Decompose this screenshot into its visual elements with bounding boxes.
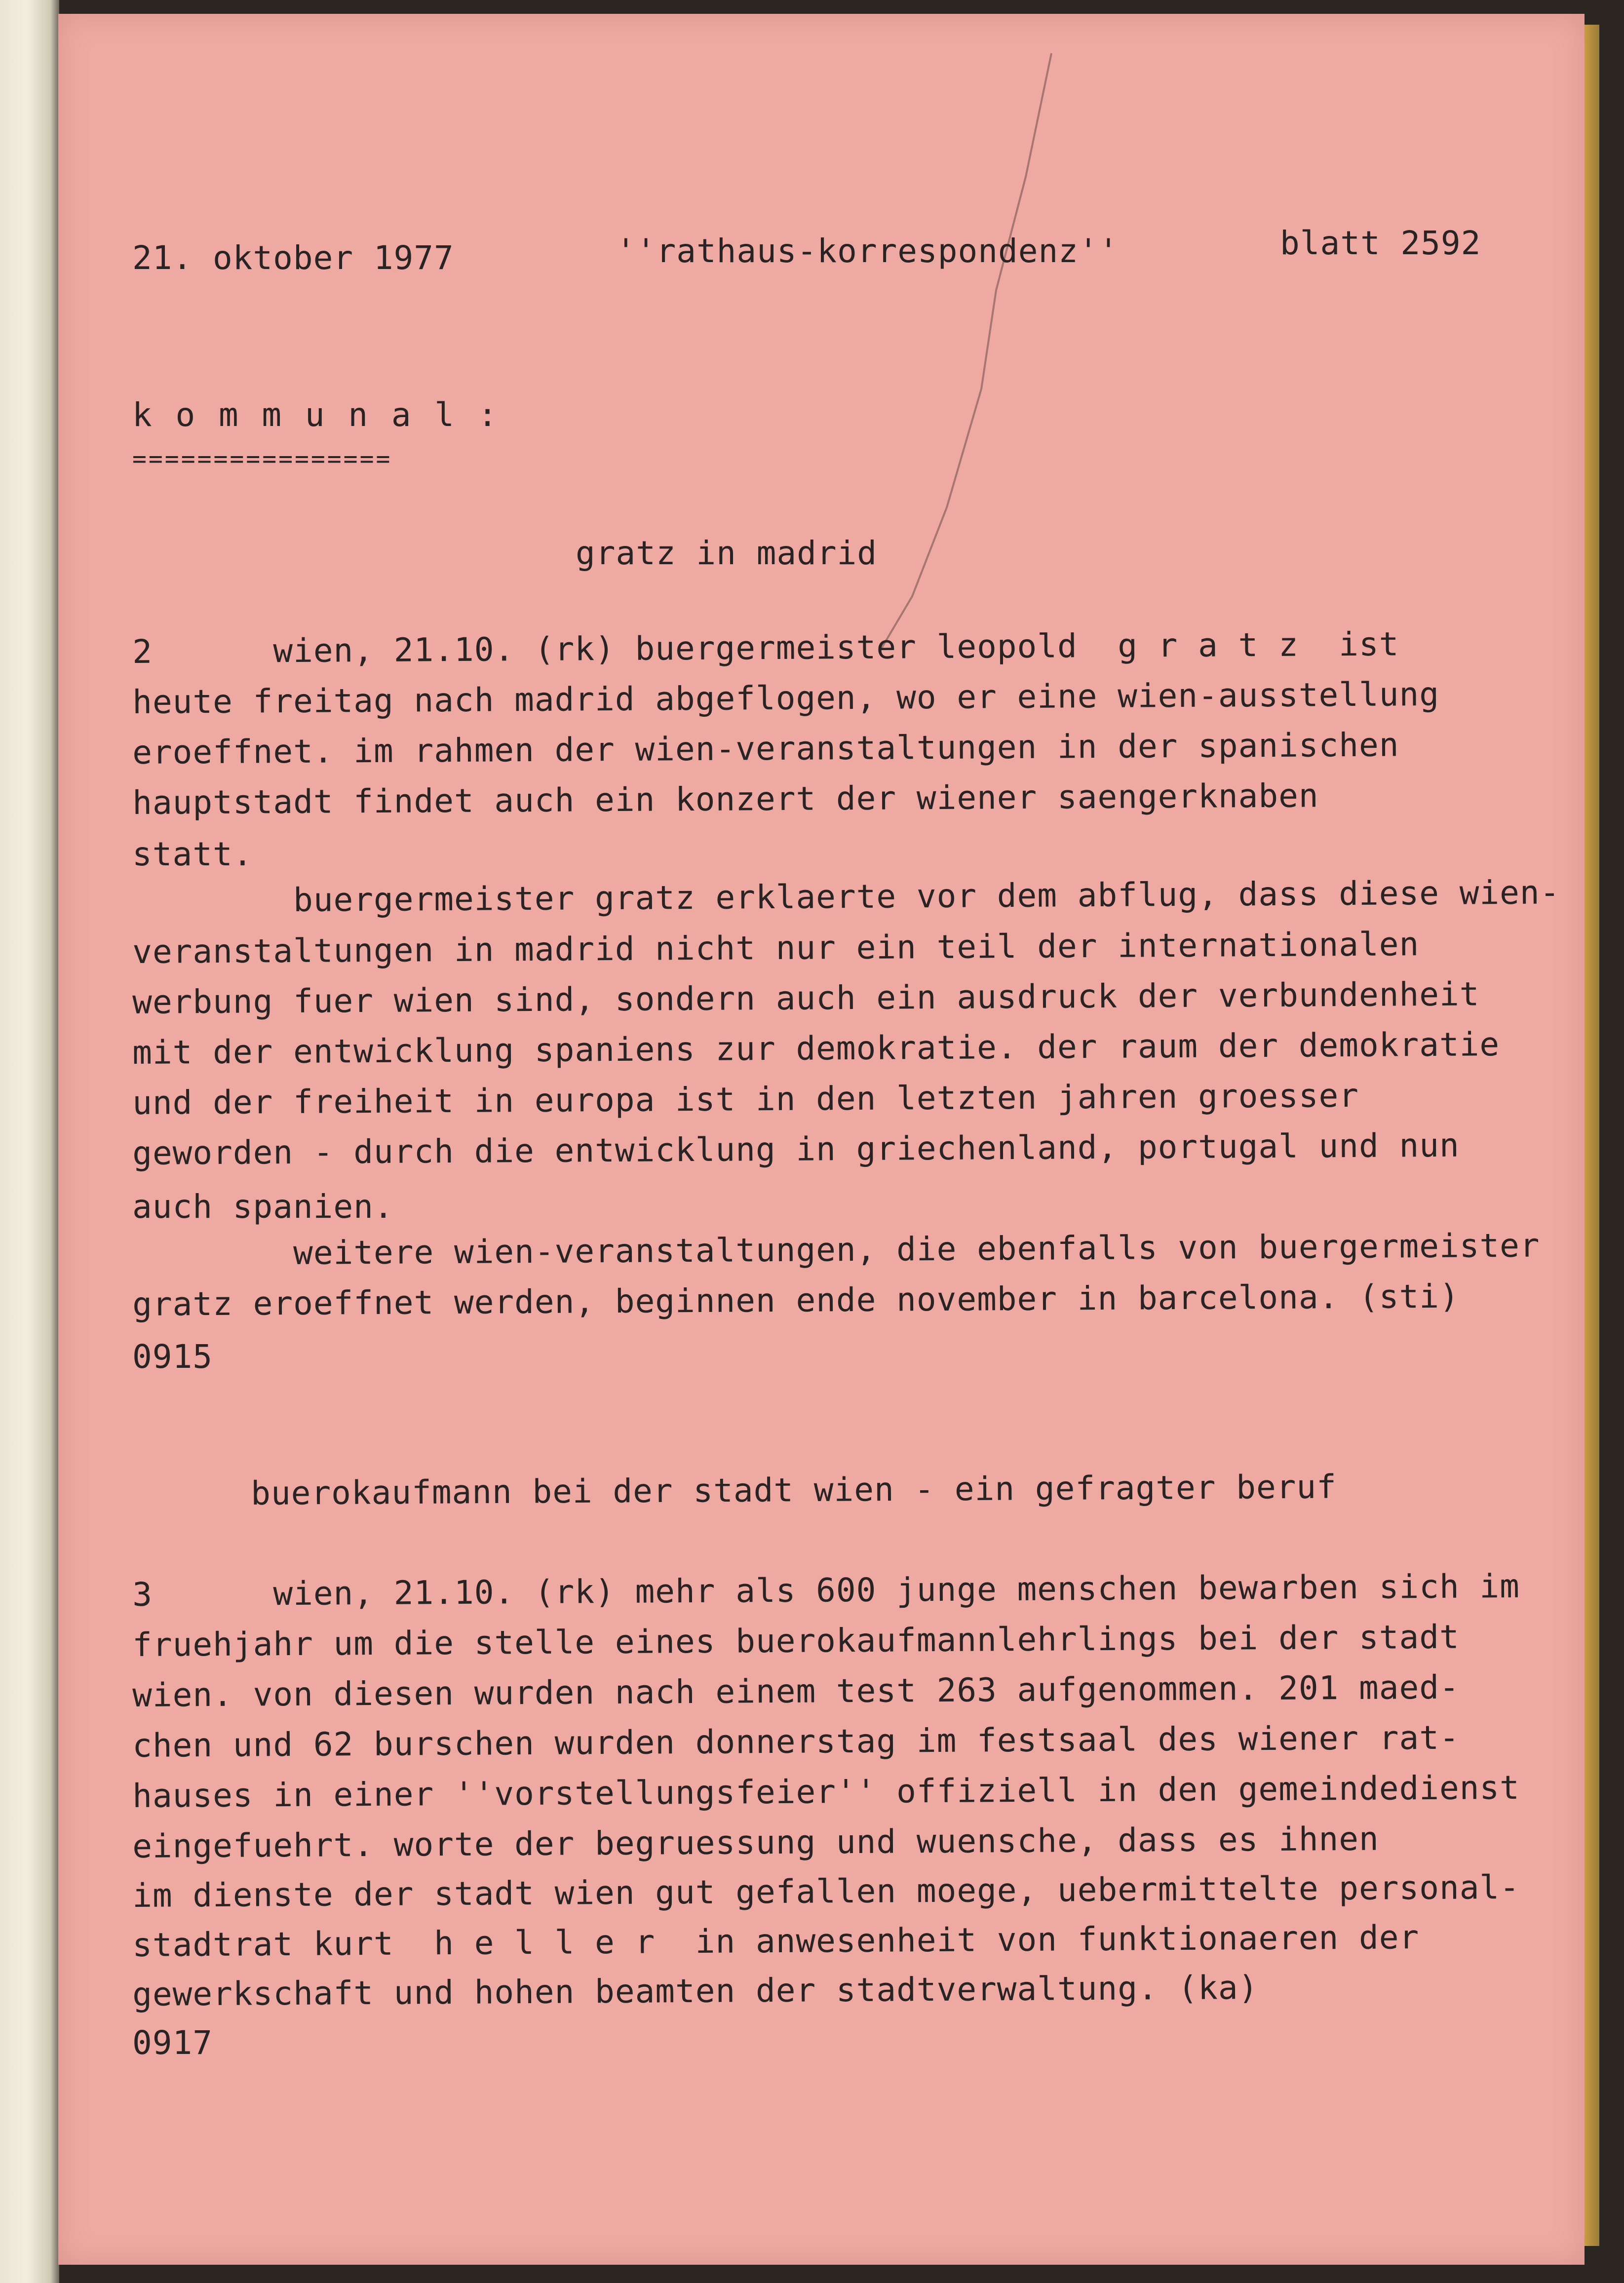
article-2-code: 0917	[132, 2024, 213, 2062]
text-line: stadtrat kurt h e l l e r in anwesenheit von funktionaeren der	[132, 1918, 1420, 1964]
text-line: statt.	[132, 835, 253, 873]
section-label: k o m m u n a l :	[132, 396, 500, 434]
text-line: hauptstadt findet auch ein konzert der wiener saengerknaben	[132, 776, 1319, 822]
header-sheet: blatt 2592	[1280, 224, 1481, 262]
text-line: weitere wien-veranstaltungen, die ebenfalls von buergermeister	[132, 1226, 1540, 1273]
text-line: mit der entwicklung spaniens zur demokratie. der raum der demokratie	[132, 1025, 1500, 1072]
text-line: hauses in einer ''vorstellungsfeier'' offiziell in den gemeindedienst	[132, 1768, 1520, 1815]
text-line: auch spanien.	[132, 1188, 394, 1226]
text-line: geworden - durch die entwicklung in griechenland, portugal und nun	[132, 1126, 1460, 1172]
text-line: und der freiheit in europa ist in den letzten jahren groesser	[132, 1076, 1359, 1122]
text-line: im dienste der stadt wien gut gefallen moege, uebermittelte personal-	[132, 1868, 1520, 1915]
header-publication: ''rathaus-korrespondenz''	[616, 232, 1119, 270]
header-date: 21. oktober 1977	[132, 239, 454, 277]
text-line: werbung fuer wien sind, sondern auch ein ausdruck der verbundenheit	[132, 975, 1480, 1021]
article-1-code: 0915	[132, 1338, 213, 1376]
section-underline: ================	[132, 445, 392, 473]
text-line: buergermeister gratz erklaerte vor dem abflug, dass diese wien-	[132, 873, 1560, 920]
text-line: gewerkschaft und hohen beamten der stadtverwaltung. (ka)	[132, 1969, 1259, 2013]
article-2-title: buerokaufmann bei der stadt wien - ein gefragter beruf	[250, 1468, 1337, 1512]
binding-strip	[0, 0, 59, 2283]
text-line: fruehjahr um die stelle eines buerokaufmannlehrlings bei der stadt	[132, 1618, 1460, 1664]
text-line: gratz eroeffnet werden, beginnen ende november in barcelona. (sti)	[132, 1277, 1460, 1323]
page-edge	[1585, 25, 1599, 2246]
text-line: eroeffnet. im rahmen der wien-veranstaltungen in der spanischen	[132, 726, 1399, 772]
text-line: heute freitag nach madrid abgeflogen, wo er eine wien-ausstellung	[132, 675, 1440, 721]
text-line: 3 wien, 21.10. (rk) mehr als 600 junge menschen bewarben sich im	[132, 1567, 1520, 1614]
text-line: 2 wien, 21.10. (rk) buergermeister leopold g r a t z ist	[132, 625, 1399, 671]
text-line: wien. von diesen wurden nach einem test 263 aufgenommen. 201 maed-	[132, 1668, 1460, 1714]
article-1-title: gratz in madrid	[576, 534, 878, 572]
text-line: eingefuehrt. worte der begruessung und wuensche, dass es ihnen	[132, 1819, 1379, 1865]
document-page	[58, 14, 1585, 2265]
text-line: chen und 62 burschen wurden donnerstag im festsaal des wiener rat-	[132, 1718, 1460, 1765]
text-line: veranstaltungen in madrid nicht nur ein teil der internationalen	[132, 925, 1420, 971]
